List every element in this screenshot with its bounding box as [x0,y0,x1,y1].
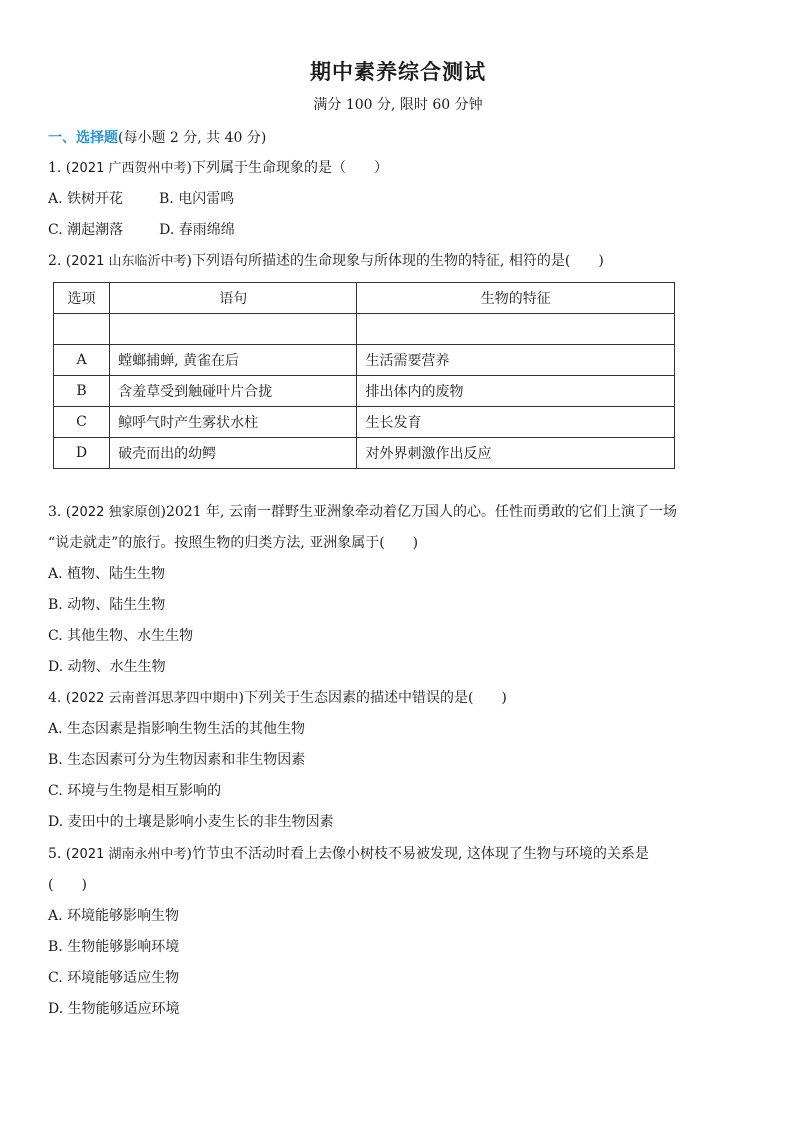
table-header-row [54,283,675,314]
section-note: (每小题 2 分, 共 40 分) [118,130,267,146]
table-cell [110,314,357,345]
q3-option-c: C. 其他生物、水生生物 [48,628,194,644]
table-cell: 生长发育 [357,407,675,438]
table-cell: 破壳而出的幼鳄 [110,438,357,469]
q4-option-b: B. 生态因素可分为生物因素和非生物因素 [48,752,306,768]
q1-option-c: C. 潮起潮落 [48,222,124,238]
q1-option-b: B. 电闪雷鸣 [159,191,235,207]
table-cell: C [54,407,110,438]
table-row [54,376,675,407]
q3-option-b: B. 动物、陆生生物 [48,597,166,613]
page-subtitle: 满分 100 分, 限时 60 分钟 [313,97,483,113]
table-cell: A [54,345,110,376]
page-title: 期中素养综合测试 [310,60,486,84]
q5-text-1: )竹节虫不活动时看上去像小树枝不易被发现, 这体现了生物与环境的关系是 [186,846,649,862]
q2-text: )下列语句所描述的生命现象与所体现的生物的特征, 相符的是( ) [186,253,604,269]
question-3-stem-line-1 [48,502,677,523]
section-heading [48,128,266,148]
q1-option-a: A. 铁树开花 [48,191,124,207]
table-header-cell: 语句 [110,283,357,314]
q3-option-a: A. 植物、陆生生物 [48,566,166,582]
table-cell: 含羞草受到触碰叶片合拢 [110,376,357,407]
q5-option-d: D. 生物能够适应环境 [48,1001,180,1017]
question-5-stem-line-1 [48,844,649,865]
q2-prefix: 2. ( [48,253,72,269]
q1-option-d: D. 春雨绵绵 [159,222,235,238]
question-5-stem-line-2: ( ) [48,877,87,893]
question-1-stem [48,158,388,179]
table-cell [54,314,110,345]
table-cell: B [54,376,110,407]
q5-source: 2021 湖南永州中考 [71,847,187,862]
q4-source: 2022 云南普洱思茅四中期中 [71,691,239,706]
table-cell: D [54,438,110,469]
q3-option-d: D. 动物、水生生物 [48,659,166,675]
q3-text-1: )2021 年, 云南一群野生亚洲象牵动着亿万国人的心。任性而勇敢的它们上演了一场 [160,504,677,520]
table-cell: 对外界刺激作出反应 [357,438,675,469]
q4-option-c: C. 环境与生物是相互影响的 [48,783,222,799]
q5-option-c: C. 环境能够适应生物 [48,970,180,986]
exam-page [48,0,748,1122]
table-cell: 鲸呼气时产生雾状水柱 [110,407,357,438]
q5-option-a: A. 环境能够影响生物 [48,908,180,924]
q4-option-a: A. 生态因素是指影响生物生活的其他生物 [48,721,306,737]
question-4-stem [48,688,507,709]
q1-text: )下列属于生命现象的是（ ） [186,160,388,176]
table-row [54,438,675,469]
q1-source: 2021 广西贺州中考 [71,161,187,176]
question-3-stem-line-2: “说走就走”的旅行。按照生物的归类方法, 亚洲象属于( ) [48,535,419,551]
q1-prefix: 1. ( [48,160,72,176]
q3-prefix: 3. ( [48,504,72,520]
table-row [54,407,675,438]
table-row [54,345,675,376]
question-2-table [53,282,675,469]
q4-prefix: 4. ( [48,690,72,706]
section-name: 一、选择题 [48,130,118,146]
table-header-cell: 选项 [54,283,110,314]
question-1-options-row-2 [48,220,235,240]
q4-text: )下列关于生态因素的描述中错误的是( ) [238,690,507,706]
question-1-options-row-1 [48,189,234,209]
table-header-cell: 生物的特征 [357,283,675,314]
table-cell: 螳螂捕蝉, 黄雀在后 [110,345,357,376]
q5-option-b: B. 生物能够影响环境 [48,939,180,955]
q2-source: 2021 山东临沂中考 [71,254,187,269]
question-2-stem [48,251,604,272]
q3-source: 2022 独家原创 [71,505,161,520]
table-row [54,314,675,345]
q5-prefix: 5. ( [48,846,72,862]
table-cell [357,314,675,345]
table-cell: 排出体内的废物 [357,376,675,407]
q4-option-d: D. 麦田中的土壤是影响小麦生长的非生物因素 [48,814,334,830]
table-cell: 生活需要营养 [357,345,675,376]
